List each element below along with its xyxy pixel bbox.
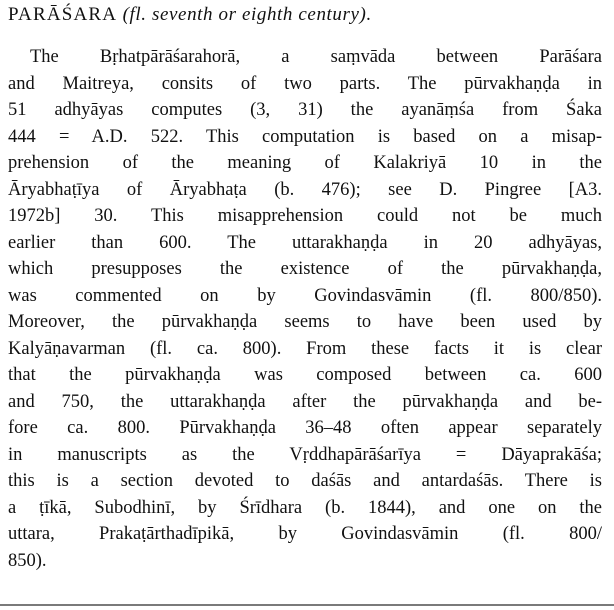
text-line: in manuscripts as the Vṛddhapārāśarīya = Dāyaprakāśa; — [8, 444, 602, 465]
text-line: 1972b] 30. This misapprehension could not be much — [8, 206, 602, 226]
text-line: 444 = A.D. 522. This computation is based on a misap- — [8, 126, 602, 147]
text-line: Āryabhaṭīya of Āryabhaṭa (b. 476); see D. Pingree [A3. — [8, 179, 602, 200]
entry-date: (fl. seventh or eighth century). — [122, 4, 372, 25]
text-line: 850). — [8, 550, 47, 571]
entry-heading — [8, 2, 372, 28]
text-line: 51 adhyāyas computes (3, 31) the ayanāṃśa from Śaka — [8, 100, 602, 120]
entry-body — [8, 44, 602, 574]
text-line: prehension of the meaning of Kalakriyā 10 in the — [8, 153, 602, 173]
bottom-rule — [0, 604, 614, 606]
text-line: a ṭīkā, Subodhinī, by Śrīdhara (b. 1844), and one on the — [8, 497, 602, 518]
text-line: and 750, the uttarakhaṇḍa after the pūrvakhaṇḍa and be- — [8, 391, 602, 412]
text-line: and Maitreya, consits of two parts. The pūrvakhaṇḍa in — [8, 73, 602, 94]
text-line: was commented on by Govindasvāmin (fl. 800/850). — [8, 285, 602, 306]
text-line: this is a section devoted to daśās and antardaśās. There is — [8, 471, 602, 491]
text-line: which presupposes the existence of the pūrvakhaṇḍa, — [8, 259, 602, 279]
text-line: uttara, Prakaṭārthadīpikā, by Govindasvāmin (fl. 800/ — [8, 524, 602, 544]
entry-name: PARĀŚARA — [8, 4, 118, 25]
text-line: The Bṛhatpārāśarahorā, a saṃvāda between Parāśara — [30, 47, 602, 67]
text-line: Moreover, the pūrvakhaṇḍa seems to have been used by — [8, 312, 602, 332]
text-line: Kalyāṇavarman (fl. ca. 800). From these facts it is clear — [8, 338, 602, 359]
text-line: that the pūrvakhaṇḍa was composed between ca. 600 — [8, 365, 602, 385]
text-line: fore ca. 800. Pūrvakhaṇḍa 36–48 often appear separately — [8, 418, 602, 438]
text-line: earlier than 600. The uttarakhaṇḍa in 20 adhyāyas, — [8, 232, 602, 253]
